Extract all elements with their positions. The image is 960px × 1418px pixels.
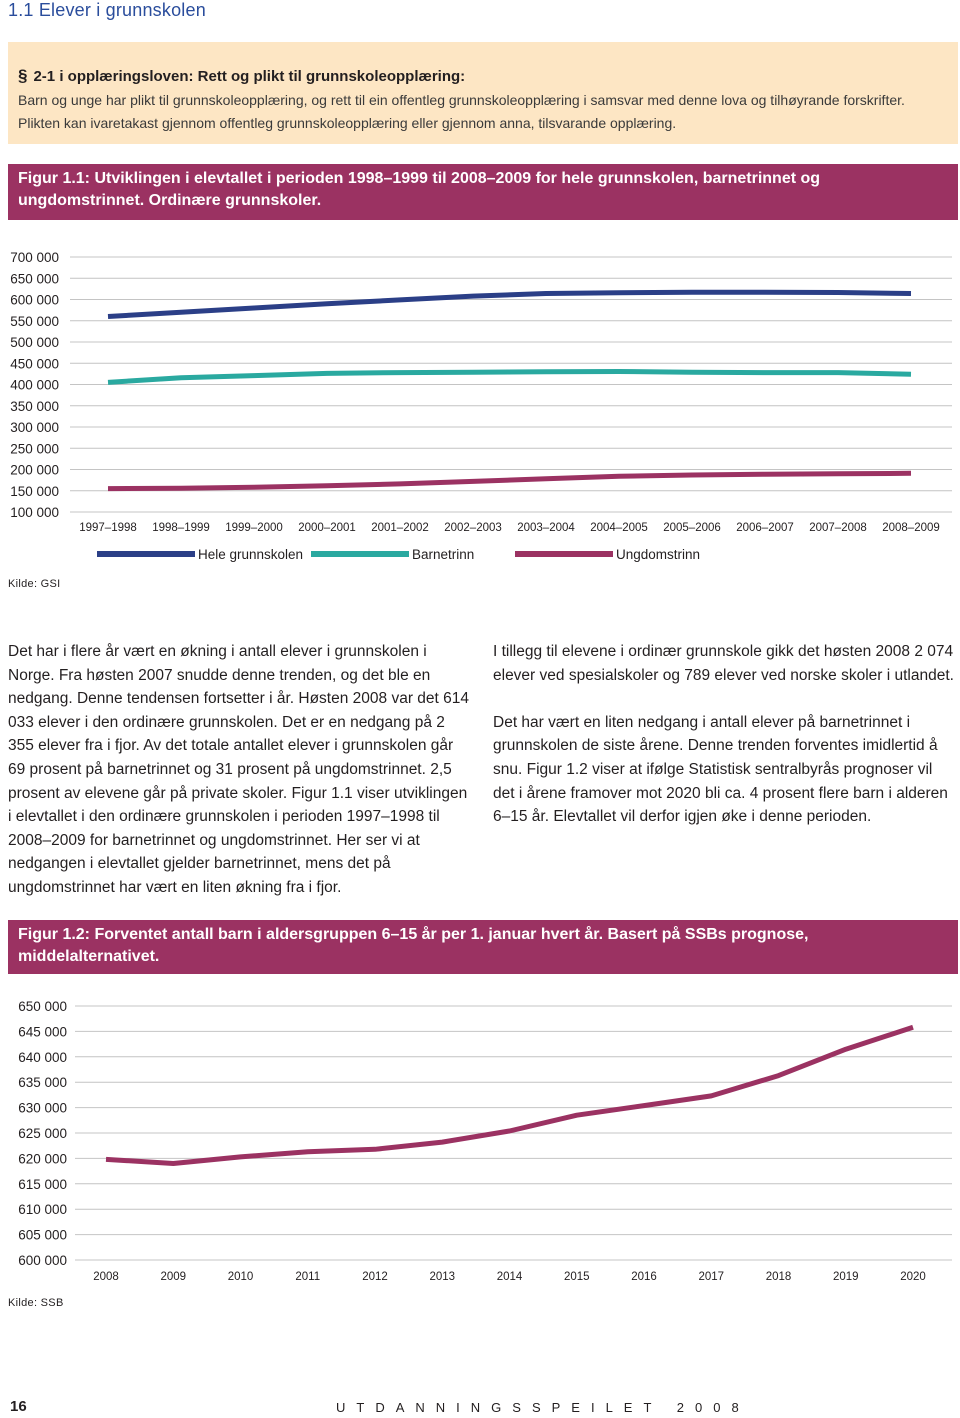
x-tick-label: 2007–2008 xyxy=(809,522,867,534)
y-tick-label: 635 000 xyxy=(18,1075,67,1091)
y-tick-label: 600 000 xyxy=(18,1253,67,1268)
y-tick-label: 650 000 xyxy=(18,999,67,1014)
figure1-source: Kilde: GSI xyxy=(8,578,61,590)
legend-swatch xyxy=(311,551,409,557)
law-heading xyxy=(18,66,465,86)
x-tick-label: 2005–2006 xyxy=(663,522,721,534)
figure2-chart xyxy=(0,990,960,1290)
y-tick-label: 605 000 xyxy=(18,1227,67,1243)
section-title: 1.1 Elever i grunnskolen xyxy=(8,0,206,20)
body-left-column xyxy=(8,640,473,923)
x-tick-label: 1997–1998 xyxy=(79,522,137,534)
x-tick-label: 1999–2000 xyxy=(225,522,283,534)
x-tick-label: 2018 xyxy=(765,1271,792,1283)
series-line-barnetrinn xyxy=(108,372,911,383)
y-tick-label: 610 000 xyxy=(18,1202,67,1218)
x-tick-label: 2003–2004 xyxy=(517,522,575,534)
legend-label: Barnetrinn xyxy=(412,547,475,562)
y-tick-label: 400 000 xyxy=(10,377,59,393)
x-tick-label: 2012 xyxy=(362,1271,388,1283)
y-tick-label: 150 000 xyxy=(10,483,59,499)
x-tick-label: 2001–2002 xyxy=(371,522,429,534)
body-right-column xyxy=(493,640,958,852)
x-tick-label: 2000–2001 xyxy=(298,522,356,534)
y-tick-label: 100 000 xyxy=(10,505,59,520)
x-tick-label: 2013 xyxy=(429,1271,456,1283)
x-tick-label: 2019 xyxy=(832,1271,859,1283)
series-line-hele-grunnskolen xyxy=(108,292,911,316)
x-tick-label: 2008 xyxy=(93,1271,119,1283)
y-tick-label: 500 000 xyxy=(10,335,59,350)
y-tick-label: 200 000 xyxy=(10,462,59,478)
x-tick-label: 2017 xyxy=(698,1271,725,1283)
figure1-chart xyxy=(0,236,960,576)
x-tick-label: 2020 xyxy=(900,1271,926,1283)
x-tick-label: 2010 xyxy=(227,1271,254,1283)
y-tick-label: 300 000 xyxy=(10,420,59,435)
y-tick-label: 615 000 xyxy=(18,1176,67,1192)
y-tick-label: 640 000 xyxy=(18,1049,67,1065)
legend-swatch xyxy=(97,551,195,557)
y-tick-label: 625 000 xyxy=(18,1126,67,1141)
y-tick-label: 700 000 xyxy=(10,250,59,265)
x-tick-label: 2004–2005 xyxy=(590,522,648,534)
y-tick-label: 250 000 xyxy=(10,441,59,457)
x-tick-label: 2008–2009 xyxy=(882,522,940,534)
series-line-0 xyxy=(106,1027,913,1163)
body-paragraph: Det har vært en liten nedgang i antall elever på barnetrinnet i grunnskolen de siste årene. Denne trenden forventes imidlertid å snu. Figur 1.2 viser at ifølge Statistisk sentralbyrås prognoser vil det i årene framover mot 2020 bli ca. 4 prosent flere barn i alderen 6–15 år. Elevtallet vil derfor igjen øke i denne perioden. xyxy=(493,713,948,826)
y-tick-label: 645 000 xyxy=(18,1024,67,1040)
x-tick-label: 2016 xyxy=(631,1271,657,1283)
y-tick-label: 620 000 xyxy=(18,1151,67,1167)
page-number: 16 xyxy=(10,1398,27,1415)
y-tick-label: 450 000 xyxy=(10,356,59,372)
x-tick-label: 2002–2003 xyxy=(444,522,502,534)
x-tick-label: 2009 xyxy=(160,1271,187,1283)
paragraph-sign: § xyxy=(18,66,28,85)
legend-label: Ungdomstrinn xyxy=(616,547,701,562)
x-tick-label: 1998–1999 xyxy=(152,522,210,534)
y-tick-label: 350 000 xyxy=(10,398,59,414)
x-tick-label: 2014 xyxy=(496,1271,523,1283)
figure2-caption: Figur 1.2: Forventet antall barn i aldersgruppen 6–15 år per 1. januar hvert år. Basert på SSBs prognose, middelalternativet. xyxy=(8,920,958,974)
x-tick-label: 2011 xyxy=(295,1271,321,1283)
y-tick-label: 600 000 xyxy=(10,292,59,308)
y-tick-label: 630 000 xyxy=(18,1100,67,1116)
body-paragraph: Det har i flere år vært en økning i antall elever i grunnskolen i Norge. Fra høsten 2007 snudde denne trenden, og det ble en nedgang. Denne tendensen fortsetter i år. Høsten 2008 var det 614 033 elever i den ordinære grunnskolen. Det er en nedgang på 2 355 elever fra i fjor. Av det totale antallet elever i grunnskolen går 69 prosent på barnetrinnet og 31 prosent på ungdomstrinnet. 2,5 prosent av elevene går på private skoler. Figur 1.1 viser utviklingen i elevtallet i den ordinære grunnskolen i perioden 1997–1998 til 2008–2009 for barnetrinnet og ungdomstrinnet. Her ser vi at nedgangen i elevtallet gjelder barnetrinnet, mens det på ungdomstrinnet har vært en liten økning fra i fjor. xyxy=(8,643,470,896)
x-tick-label: 2006–2007 xyxy=(736,522,794,534)
x-tick-label: 2015 xyxy=(563,1271,590,1283)
series-line-ungdomstrinn xyxy=(108,473,911,488)
body-paragraph: I tillegg til elevene i ordinær grunnskole gikk det høsten 2008 2 074 elever ved spesialskoler og 789 elever ved norske skoler i utlandet. xyxy=(493,643,954,684)
y-tick-label: 650 000 xyxy=(10,271,59,287)
law-text: Barn og unge har plikt til grunnskoleopplæring, og rett til ein offentleg grunnskoleopplæring i samsvar med denne lova og tilhøyrande forskrifter. Plikten kan ivaretakast gjennom offentleg grunnskoleopplæring eller gjennom anna, tilsvarande opplæring. xyxy=(18,92,905,131)
y-tick-label: 550 000 xyxy=(10,313,59,329)
legend-swatch xyxy=(515,551,613,557)
figure1-caption: Figur 1.1: Utviklingen i elevtallet i perioden 1998–1999 til 2008–2009 for hele grunnskolen, barnetrinnet og ungdomstrinnet. Ordinære grunnskoler. xyxy=(8,164,958,220)
legend-label: Hele grunnskolen xyxy=(198,547,304,562)
law-heading-text: 2-1 i opplæringsloven: Rett og plikt til grunnskoleopplæring: xyxy=(33,68,466,85)
figure2-source: Kilde: SSB xyxy=(8,1297,64,1309)
publication-title: UTDANNINGSSPEILET 2008 xyxy=(336,1400,750,1415)
